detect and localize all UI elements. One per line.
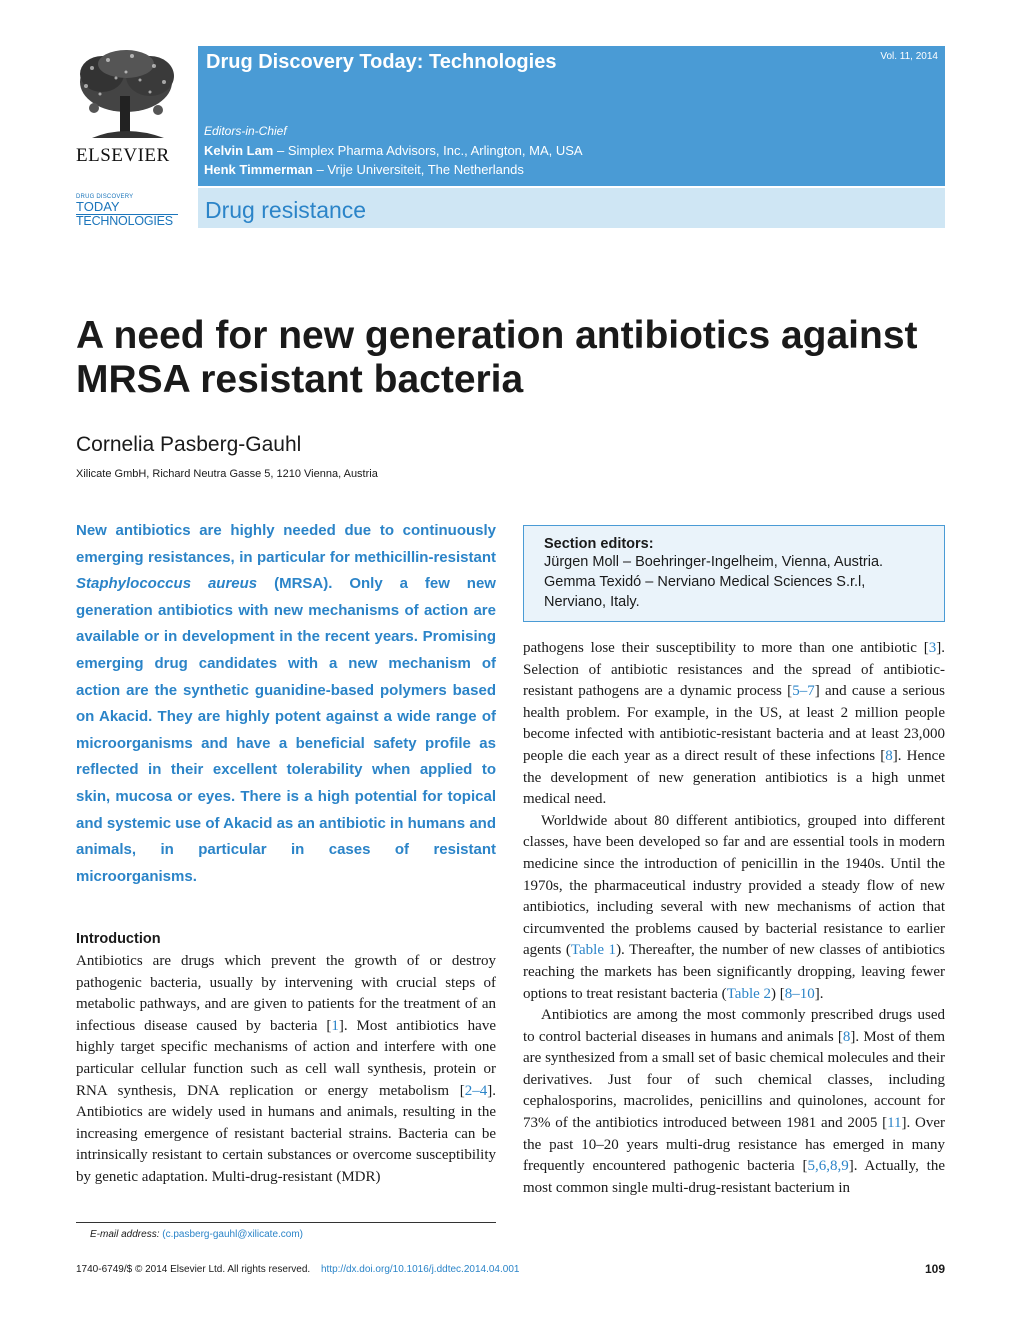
doi-link[interactable]: http://dx.doi.org/10.1016/j.ddtec.2014.04.001 [320,1264,520,1275]
author-name: Cornelia Pasberg-Gauhl [76,433,302,456]
right-column-body [523,638,945,1244]
elsevier-tree-logo [72,46,180,144]
editor-name: Kelvin Lam [204,143,274,158]
body-text: Worldwide about 80 different antibiotics, grouped into different classes, have been developed so far and are essential tools in modern medicine since the introduction of penicillin in the 1940s. Until the 1970s, the pharmaceutical industry provided a steady flow of new antibiotics, including several with new mechanisms of action that circumvented the problems caused by bacterial resistance to earlier agents ( [523,812,945,959]
citation-link[interactable]: 8 [885,747,893,764]
editor-affiliation: – Simplex Pharma Advisors, Inc., Arlington, MA, USA [273,143,583,158]
body-text: pathogens lose their susceptibility to more than one antibiotic [ [523,640,929,656]
author-affiliation: Xilicate GmbH, Richard Neutra Gasse 5, 1210 Vienna, Austria [76,468,378,480]
editor-affiliation: – Vrije Universiteit, The Netherlands [312,162,524,177]
introduction-paragraph [76,951,496,1211]
body-paragraph [523,638,945,811]
introduction-heading: Introduction [76,931,161,947]
email-label: E-mail address: [90,1229,160,1240]
section-editor-line: Gemma Texidó – Nerviano Medical Sciences S.r.l, [544,574,866,590]
journal-logo-line-1: DRUG DISCOVERY [76,194,134,200]
body-text: ]. Over the past 10–20 years multi-drug resistance has emerged in many frequently encountered pathogenic bacteria [ [523,1115,945,1175]
body-paragraph [523,811,945,1005]
citation-link[interactable]: 8 [842,1028,851,1045]
section-editor-line: Jürgen Moll – Boehringer-Ingelheim, Vienna, Austria. [544,554,884,570]
body-text: ]. Most of them are synthesized from a small set of basic chemical molecules and their derivatives. Just four of such chemical classes, including cephalosporins, macrolides, penicillins and quinolones, account for 73% of the antibiotics introduced between 1981 and 2005 [ [523,1028,945,1132]
citation-link[interactable]: 3 [928,640,937,656]
body-text: ]. Most antibiotics have highly target specific mechanisms of action and interfere with one particular cellular function such as cell wall synthesis, protein or RNA synthesis, DNA replication or energy metabolism [ [76,1017,496,1099]
body-text: Antibiotics are among the most commonly prescribed drugs used to control bacterial diseases in humans and animals [ [523,1007,945,1045]
email-link[interactable]: (c.pasberg-gauhl@xilicate.com) [162,1229,304,1240]
copyright-notice: 1740-6749/$ © 2014 Elsevier Ltd. All rights reserved. [76,1264,311,1275]
section-editor-line: Nerviano, Italy. [544,594,640,610]
body-text: ] and cause a serious health problem. For example, in the US, at least 2 million people become infected with antibiotic-resistant bacteria and at least 23,000 people die each year as a direct result of these infections [ [523,683,945,764]
body-text: ]. [814,985,824,1002]
footnote-divider [76,1222,496,1223]
journal-logo-line-3: TECHNOLOGIES [76,214,173,228]
publisher-name: ELSEVIER [76,145,170,166]
citation-link[interactable]: 1 [331,1017,339,1034]
journal-logo-line-2: TODAY [76,200,178,215]
table-link[interactable]: Table 1 [570,942,617,959]
journal-title: Drug Discovery Today: Technologies [206,51,557,73]
body-paragraph [523,1005,945,1199]
citation-link[interactable]: 8–10 [784,985,815,1002]
citation-link[interactable]: 11 [887,1115,902,1132]
citation-link[interactable]: 5,6,8,9 [807,1158,849,1175]
table-link[interactable]: Table 2 [726,985,772,1002]
editor-line [204,162,524,177]
section-editors-box [523,525,945,622]
journal-volume: Vol. 11, 2014 [880,51,938,62]
editors-label: Editors-in-Chief [204,124,287,138]
section-banner [198,188,945,228]
author-email [90,1229,303,1240]
body-text: ]. Actually, the most common single multi-drug-resistant bacterium in [523,1158,945,1196]
page-footer [76,1264,945,1275]
citation-link[interactable]: 2–4 [464,1082,488,1099]
body-text: ). Thereafter, the number of new classes of antibiotics reaching the markets has been significantly dropping, leaving fewer options to treat resistant bacteria ( [523,942,945,1002]
section-editors-heading: Section editors: [544,536,654,552]
body-text: ]. Antibiotics are widely used in humans and animals, resulting in the increasing emergence of resistant bacterial strains. Bacteria can be intrinsically resistant to certain substances or overcome susceptibility by genetic adaptation. Multi-drug-resistant (MDR) [76,1082,496,1185]
editor-name: Henk Timmerman [204,162,313,177]
page-number: 109 [924,1262,945,1276]
section-name: Drug resistance [205,197,367,223]
body-text: ]. Selection of antibiotic resistances and the spread of antibiotic-resistant pathogens are a dynamic process [ [523,640,945,700]
citation-link[interactable]: 5–7 [792,683,815,700]
journal-logo [76,194,178,228]
editor-line [204,143,583,158]
article-title: A need for new generation antibiotics against MRSA resistant bacteria [76,314,918,401]
body-text: ]. Hence the development of new generation antibiotics is a high unmet medical need. [523,747,945,808]
journal-banner [198,46,945,186]
abstract-text: (MRSA). Only a few new generation antibiotics with new mechanisms of action are available or in development in the recent years. Promising emerging drug candidates with a new mechanism of action are the synthetic guanidine-based polymers based on Akacid. They are highly potent against a wide range of microorganisms and have a beneficial safety profile as reflected in their excellent tolerability when applied to skin, mucosa or eyes. There is a high potential for topical and systemic use of Akacid as an antibiotic in humans and animals, in particular in cases of resistant microorganisms. [76,575,496,885]
abstract [76,518,496,890]
body-text: ) [ [771,985,785,1002]
abstract-species: Staphylococcus aureus [76,575,258,593]
abstract-text: New antibiotics are highly needed due to continuously emerging resistances, in particular for methicillin-resistant [76,522,496,566]
body-text: Antibiotics are drugs which prevent the growth of or destroy pathogenic bacteria, usually by intervening with crucial steps of metabolic pathways, and are given to patients for the treatment of an infectious disease caused by bacteria [ [76,953,496,1034]
